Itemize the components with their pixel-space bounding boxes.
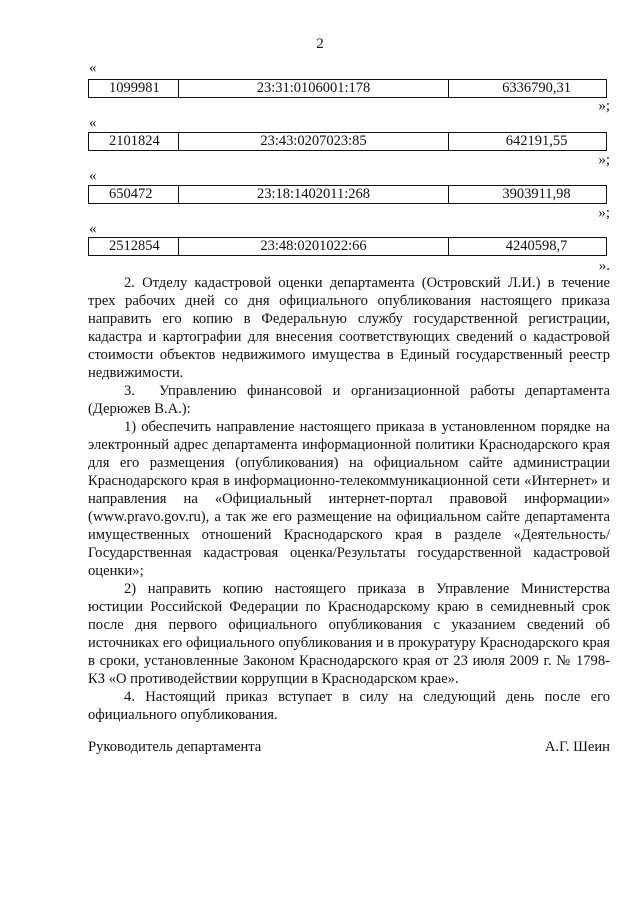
table-cell-value: 3903911,98 xyxy=(502,186,571,202)
table-cell-cadastral-number: 23:18:1402011:268 xyxy=(179,186,449,203)
table-row xyxy=(88,237,607,256)
table-cell-id: 2101824 xyxy=(89,133,179,150)
paragraph-3-number: 3. xyxy=(124,383,135,399)
table-row xyxy=(88,79,607,98)
signatory-position: Руководитель департамента xyxy=(88,739,262,755)
paragraph-3-1: 1) обеспечить направление настоящего приказа в установленном порядке на электронный адрес департамента информационной политики Краснодарского края для его размещения (опубликования) на официальном сайте администрации Краснодарского края в информационно-телекоммуникационной сети «Интернет» и направления на «Официальный интернет-портал правовой информации» (www.pravo.gov.ru), а так же его размещение на официальном сайте департамента имущественных отношений Краснодарского края в разделе «Деятельность/Государственная кадастровая оценка/Результаты государственной кадастровой оценки»; xyxy=(88,419,610,579)
table-cell-cadastral-number: 23:48:0201022:66 xyxy=(179,238,449,255)
table-cell-value: 6336790,31 xyxy=(502,80,571,96)
table-cell-id: 650472 xyxy=(89,186,179,203)
order-body xyxy=(88,274,610,724)
paragraph-3-text: Управлению финансовой и организационной работы департамента (Дерюжев В.А.): xyxy=(88,383,610,417)
table-row xyxy=(88,132,607,151)
quote-open: « xyxy=(89,60,97,76)
quote-open: « xyxy=(89,115,97,131)
table-cell-cadastral-number: 23:43:0207023:85 xyxy=(179,133,449,150)
paragraph-2: 2. Отделу кадастровой оценки департамента (Островский Л.И.) в течение трех рабочих дней со дня официального опубликования настоящего приказа направить его копию в Федеральную службу государственной регистрации, кадастра и картографии для внесения соответствующих сведений о кадастровой стоимости объектов недвижимого имущества в Единый государственный реестр недвижимости. xyxy=(88,275,610,381)
table-cell-id: 2512854 xyxy=(89,238,179,255)
quote-close: »; xyxy=(598,152,610,168)
table-row xyxy=(88,185,607,204)
paragraph-3-2: 2) направить копию настоящего приказа в Управление Министерства юстиции Российской Федерации по Краснодарскому краю в семидневный срок после дня первого официального опубликования с указанием сведений об источниках его официального опубликования и в прокуратуру Краснодарского края в сроки, установленные Законом Краснодарского края от 23 июля 2009 г. № 1798-КЗ «О противодействии коррупции в Краснодарском крае». xyxy=(88,581,610,687)
paragraph-4: 4. Настоящий приказ вступает в силу на следующий день после его официального опубликования. xyxy=(88,689,610,723)
quote-open: « xyxy=(89,168,97,184)
signatory-name: А.Г. Шеин xyxy=(544,739,610,755)
quote-close: »; xyxy=(598,205,610,221)
signature-block xyxy=(88,739,610,756)
table-cell-value: 642191,55 xyxy=(505,133,568,149)
paragraph-3 xyxy=(88,382,610,418)
quote-close: »; xyxy=(598,98,610,114)
table-cell-id: 1099981 xyxy=(89,80,179,97)
quote-open: « xyxy=(89,221,97,237)
page-number: 2 xyxy=(316,36,324,52)
table-cell-value: 4240598,7 xyxy=(505,238,568,254)
quote-close: ». xyxy=(598,258,610,274)
table-cell-cadastral-number: 23:31:0106001:178 xyxy=(179,80,449,97)
